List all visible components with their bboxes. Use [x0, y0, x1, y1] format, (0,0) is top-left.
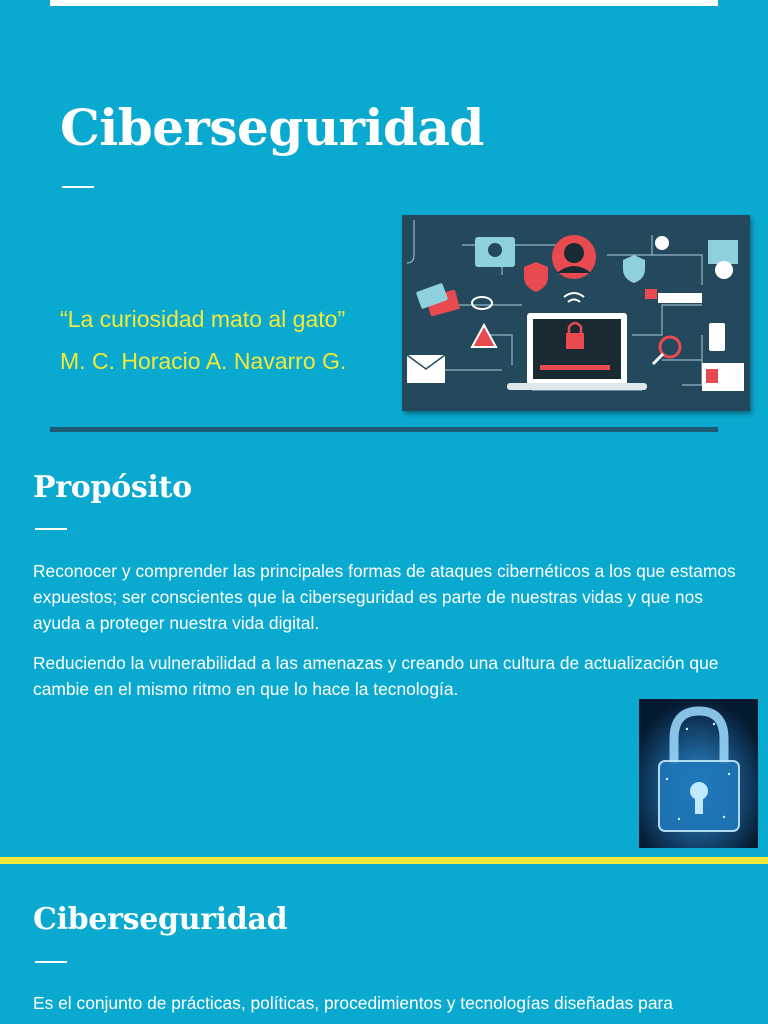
slide2-paragraph-1: Reconocer y comprender las principales formas de ataques cibernéticos a los que estamos expuestos; ser conscientes que la ciberseguridad es parte de nuestras vidas y que nos ayuda a proteger nuestra vida digital. — [33, 561, 736, 633]
slide3-paragraph-1: Es el conjunto de prácticas, políticas, procedimientos y tecnologías diseñadas para — [33, 993, 673, 1013]
slide-divider — [50, 427, 718, 432]
slide1-title-rule — [62, 186, 94, 188]
slide3-title-rule — [35, 961, 67, 963]
slide1-quote — [60, 298, 346, 382]
digital-padlock-image — [639, 699, 758, 848]
slide2-title: Propósito — [33, 470, 192, 505]
cybersecurity-illustration — [402, 215, 750, 411]
author-line: M. C. Horacio A. Navarro G. — [60, 348, 347, 374]
top-white-bar — [50, 0, 718, 6]
quote-line: “La curiosidad mato al gato” — [60, 306, 346, 332]
slide3-title: Ciberseguridad — [33, 902, 288, 937]
slide2-paragraph-2: Reduciendo la vulnerabilidad a las amenazas y creando una cultura de actualización que cambie en el mismo ritmo en que lo hace la tecnología. — [33, 653, 719, 699]
slide-divider-yellow — [0, 857, 768, 864]
padlock-graphic — [639, 699, 758, 848]
cybersecurity-illustration-graphic — [402, 215, 750, 411]
slide2-title-rule — [35, 528, 67, 530]
slide1-title: Ciberseguridad — [60, 98, 484, 157]
